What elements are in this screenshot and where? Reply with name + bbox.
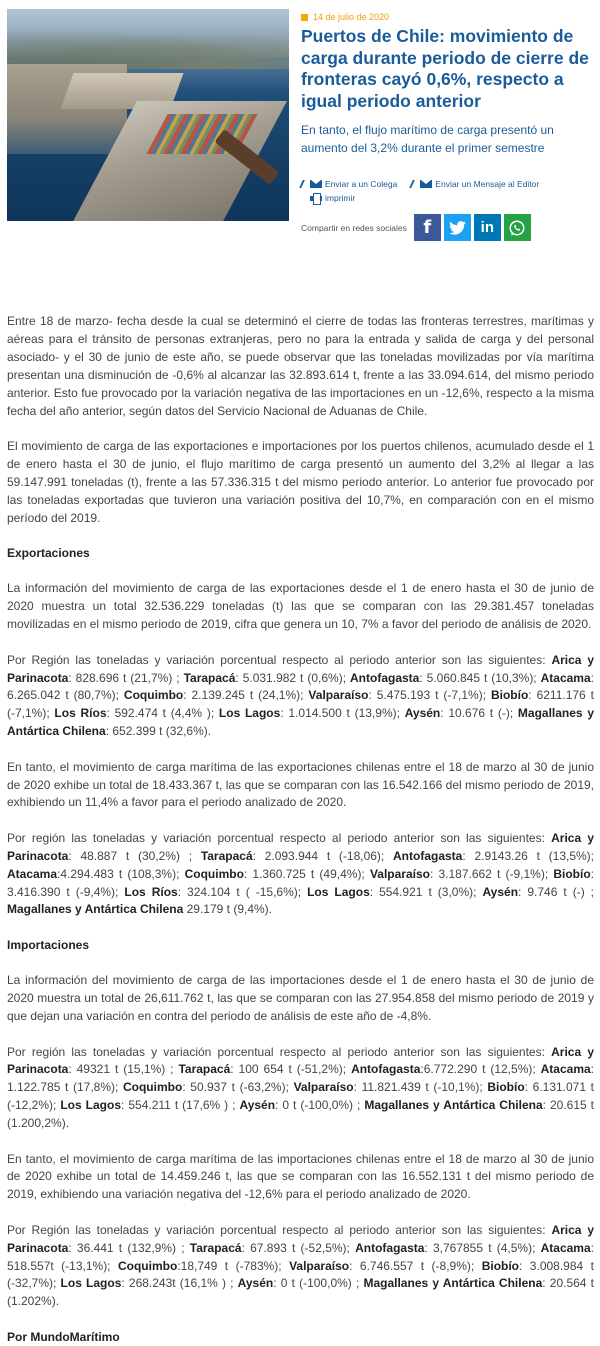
region-name: Magallanes y Antártica Chilena [7, 706, 595, 739]
region-name: Magallanes y Antártica Chilena [363, 1276, 543, 1291]
region-name: Atacama [540, 670, 591, 685]
region-name: Valparaíso [289, 1258, 350, 1273]
region-name: Tarapacá [189, 1240, 242, 1255]
region-name: Atacama [540, 1062, 591, 1077]
region-name: Los Lagos [60, 1098, 122, 1113]
whatsapp-share-button[interactable] [504, 214, 531, 241]
paragraph-imports-regions: Por región las toneladas y variación porcentual respecto al periodo anterior son las siguientes: Arica y Parinacota: 49321 t (15,1%) ; Tarapacá: 100 654 t (-51,2%); Antofagasta:6.772.290 t (12,5%); Atacama: 1.122.785 t (17,8%); Coquimbo: 50.937 t (-63,2%); Valparaíso: 11.821.439 t (-10,1%); Biobío: 6.131.071 t (-12,2%); Los Lagos: 554.211 t (17,6% ) ; Aysén: 0 t (-100,0%) ; Magallanes y Antártica Chilena: 20.615 t (1.200,2%). [7, 1044, 595, 1131]
paragraph-exports-regions: Por Región las toneladas y variación porcentual respecto al periodo anterior son las siguientes: Arica y Parinacota: 828.696 t (21,7%) ; Tarapacá: 5.031.982 t (0,6%); Antofagasta: 5.060.845 t (10,3%); Atacama: 6.265.042 t (80,7%); Coquimbo: 2.139.245 t (24,1%); Valparaíso: 5.475.193 t (-7,1%); Biobío: 6211.176 t (-7,1%); Los Ríos: 592.474 t (4,4% ); Los Lagos: 1.014.500 t (13,9%); Aysén: 10.676 t (-); Magallanes y Antártica Chilena: 652.399 t (32,6%). [7, 652, 595, 739]
region-name: Coquimbo [117, 1258, 178, 1273]
region-name: Atacama [7, 866, 58, 881]
region-name: Antofagasta [351, 1062, 421, 1077]
region-name: Los Ríos [124, 884, 178, 899]
article-body [7, 313, 594, 1346]
region-name: Arica y Parinacota [7, 830, 594, 863]
port-aerial-photo [7, 9, 289, 221]
publish-date: 14 de julio de 2020 [313, 12, 390, 22]
date-row [301, 12, 389, 22]
region-name: Valparaíso [308, 688, 369, 703]
twitter-share-button[interactable] [444, 214, 471, 241]
region-name: Antofagasta [350, 670, 420, 685]
send-editor-label: Enviar un Mensaje al Editor [435, 179, 540, 189]
send-editor-link[interactable] [411, 179, 539, 189]
region-name: Biobío [490, 688, 529, 703]
region-name: Antofagasta [355, 1240, 425, 1255]
region-name: Los Lagos [218, 706, 281, 721]
paragraph-imports-closure-regions: Por Región las toneladas y variación porcentual respecto al periodo anterior son las siguientes: Arica y Parinacota: 36.441 t (132,9%) ; Tarapacá: 67.893 t (-52,5%); Antofagasta: 3,767855 t (4,5%); Atacama: 518.557t (-13,1%); Coquimbo:18,749 t (-783%); Valparaíso: 6.746.557 t (-8,9%); Biobío: 3.008.984 t (-32,7%); Los Lagos: 268.243t (16,1% ) ; Aysén: 0 t (-100,0%) ; Magallanes y Antártica Chilena: 20.564 t (1.202%). [7, 1222, 594, 1309]
article-subtitle: En tanto, el flujo marítimo de carga presentó un aumento del 3,2% durante el primer semestre [301, 123, 554, 155]
region-name: Antofagasta [393, 848, 463, 863]
print-label: imprimir [325, 193, 356, 203]
article-title: Puertos de Chile: movimiento de carga durante periodo de cierre de fronteras cayó 0,6%, respecto a igual periodo anterior [301, 26, 589, 111]
region-name: Magallanes y Antártica Chilena [7, 902, 184, 917]
article-actions [301, 177, 596, 205]
mail-icon [301, 179, 322, 189]
paragraph-exports-total: La información del movimiento de carga de las exportaciones desde el 1 de enero hasta el 30 de junio de 2020 muestra un total 32.536.229 toneladas (t) las que se comparan con las 29.381.457 toneladas movilizadas en el mismo periodo de 2019, cifra que genera un 10, 7% a favor del periodo de análisis de 2020. [7, 581, 594, 632]
date-marker-icon [301, 14, 308, 21]
article-header [0, 0, 600, 250]
region-name: Tarapacá [178, 1062, 231, 1077]
paragraph-exports-closure: En tanto, el movimiento de carga marítima de las exportaciones chilenas entre el 18 de marzo al 30 de junio de 2020 exhibe un total de 18.433.367 t, las que se comparan con las 16.542.166 del mismo periodo de 2019, exhibiendo un 11,4% a favor para el periodo analizado de 2020. [7, 759, 594, 810]
region-name: Los Ríos [54, 706, 107, 721]
share-label: Compartir en redes sociales [301, 222, 407, 233]
region-name: Valparaíso [369, 866, 430, 881]
region-name: Valparaíso [293, 1080, 354, 1095]
photo-hills [7, 29, 289, 69]
facebook-icon: f [423, 217, 432, 238]
twitter-icon [449, 221, 466, 235]
printer-icon [310, 193, 322, 203]
region-name: Aysén [239, 1098, 276, 1113]
region-name: Magallanes y Antártica Chilena [364, 1098, 543, 1113]
region-name: Atacama [540, 1240, 591, 1255]
paragraph-imports-total: La información del movimiento de carga de las importaciones desde el 1 de enero hasta el 30 de junio de 2020 muestra un total de 26,611.762 t, las que se comparan con las 27.954.858 del mismo periodo de 2019 y que dejan una variación en contra del periodo de análisis de este año de -4,8%. [7, 973, 594, 1024]
region-name: Tarapacá [200, 848, 253, 863]
region-name: Coquimbo [184, 866, 244, 881]
region-name: Aysén [404, 706, 441, 721]
linkedin-icon: in [480, 219, 494, 236]
region-name: Biobío [487, 1080, 525, 1095]
paragraph-exports-closure-regions: Por región las toneladas y variación porcentual respecto al periodo anterior son las siguientes: Arica y Parinacota: 48.887 t (30,2%) ; Tarapacá: 2.093.944 t (-18,06); Antofagasta: 2.9143.26 t (13,5%); Atacama:4.294.483 t (108,3%); Coquimbo: 1.360.725 t (49,4%); Valparaíso: 3.187.662 t (-9,1%); Biobío: 3.416.390 t (-9,4%); Los Ríos: 324.104 t ( -15,6%); Los Lagos: 554.921 t (3,0%); Aysén: 9.746 t (-) ; Magallanes y Antártica Chilena 29.179 t (9,4%). [7, 830, 595, 917]
send-colleague-link[interactable] [301, 179, 397, 189]
region-name: Arica y Parinacota [7, 1044, 594, 1077]
paragraph-imports-closure: En tanto, el movimiento de carga marítima de las importaciones chilenas entre el 18 de marzo al 30 de junio de 2020 exhibe un total de 14.459.246 t, las que se comparan con las 16.552.131 t del mismo periodo de 2019, exhibiendo una variación negativa del -12,6% para el periodo analizado de 2020. [7, 1151, 594, 1202]
whatsapp-icon [508, 219, 526, 237]
paragraph-semester: El movimiento de carga de las exportaciones e importaciones por los puertos chilenos, acumulado desde el 1 de enero hasta el 30 de junio, el flujo marítimo de carga presentó un aumento del 3,2% al llegar a las 59.147.991 toneladas (t), frente a las 57.336.315 t del mismo periodo anterior. Lo anterior fue provocado por las toneladas exportadas que tuvieron una variación positiva del 10,7%, en comparación con en el mismo período del 2019. [7, 438, 594, 525]
send-colleague-label: Enviar a un Colega [325, 179, 398, 189]
region-name: Arica y Parinacota [7, 1222, 594, 1255]
article-byline: Por MundoMarítimo [7, 1329, 120, 1344]
region-name: Coquimbo [122, 1080, 183, 1095]
region-name: Biobío [481, 1258, 520, 1273]
region-name: Los Lagos [60, 1276, 122, 1291]
region-name: Los Lagos [307, 884, 370, 899]
share-bar [301, 214, 534, 241]
region-name: Tarapacá [183, 670, 236, 685]
region-name: Coquimbo [123, 688, 184, 703]
facebook-share-button[interactable] [414, 214, 441, 241]
print-link[interactable] [301, 193, 355, 203]
linkedin-share-button[interactable] [474, 214, 501, 241]
region-name: Arica y Parinacota [7, 652, 594, 685]
paragraph-intro: Entre 18 de marzo- fecha desde la cual se determinó el cierre de todas las fronteras terrestres, marítimas y aéreas para el tránsito de personas extranjeras, pero no para la entrada y salida de carga y del personal asociado- y el 30 de junio de este año, se puede observar que las toneladas movilizadas por vía marítima presentan una disminución de -0,6% al alcanzar las 32.893.614 t, frente a las 33.094.614, del mismo periodo anterior. Esto fue provocado por la variación negativa de las importaciones en un -12,6%, respecto a la misma fecha del año anterior, según datos del Servicio Nacional de Aduanas de Chile. [7, 314, 594, 418]
section-heading-exports: Exportaciones [7, 545, 90, 560]
mail-icon [411, 179, 432, 189]
region-name: Aysén [237, 1276, 274, 1291]
region-name: Aysén [482, 884, 519, 899]
region-name: Biobío [553, 866, 591, 881]
section-heading-imports: Importaciones [7, 937, 90, 952]
